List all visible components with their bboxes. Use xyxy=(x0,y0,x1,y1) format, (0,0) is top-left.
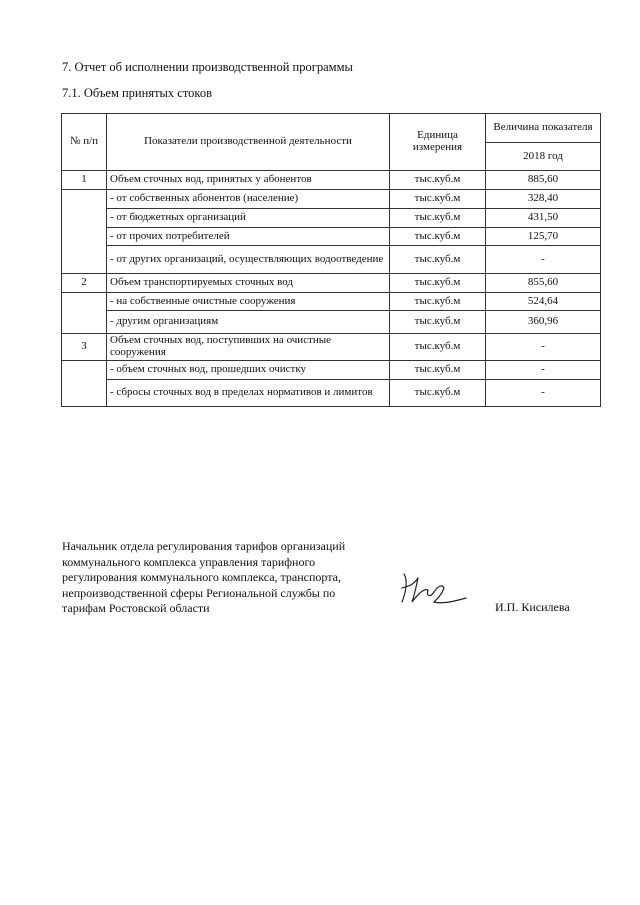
row-value: - xyxy=(486,380,601,407)
signatory-name: И.П. Кисилева xyxy=(495,600,570,614)
row-unit: тыс.куб.м xyxy=(390,311,486,334)
row-unit: тыс.куб.м xyxy=(390,209,486,228)
table-row xyxy=(62,380,601,407)
table-row xyxy=(62,209,601,228)
row-indicator: - на собственные очистные сооружения xyxy=(107,293,390,311)
table-row xyxy=(62,190,601,209)
row-value: 885,60 xyxy=(486,171,601,190)
handwritten-signature xyxy=(398,568,470,608)
row-value: 855,60 xyxy=(486,274,601,293)
row-indicator: - от собственных абонентов (население) xyxy=(107,190,390,209)
header-unit: Единица измерения xyxy=(390,114,486,171)
row-value: - xyxy=(486,334,601,361)
row-num: 3 xyxy=(62,334,107,361)
table-row xyxy=(62,293,601,311)
table-row xyxy=(62,334,601,361)
row-indicator: - от других организаций, осуществляющих водоотведение xyxy=(107,246,390,274)
row-num: 1 xyxy=(62,171,107,190)
row-unit: тыс.куб.м xyxy=(390,274,486,293)
report-heading: 7. Отчет об исполнении производственной программы xyxy=(62,60,353,74)
signatory-position: Начальник отдела регулирования тарифов организаций коммунального комплекса управления тарифного регулирования коммунального комплекса, транспорта, непроизводственной сферы Региональной службы по тарифам Ростовской области xyxy=(62,539,346,615)
row-num xyxy=(62,190,107,274)
row-indicator: Объем транспортируемых сточных вод xyxy=(107,274,390,293)
header-year: 2018 год xyxy=(486,143,601,171)
table-row xyxy=(62,311,601,334)
row-value: 431,50 xyxy=(486,209,601,228)
row-num xyxy=(62,361,107,407)
table-row xyxy=(62,274,601,293)
report-subheading: 7.1. Объем принятых стоков xyxy=(62,86,212,100)
row-unit: тыс.куб.м xyxy=(390,228,486,246)
row-indicator: - сбросы сточных вод в пределах нормативов и лимитов xyxy=(107,380,390,407)
row-indicator: - от бюджетных организаций xyxy=(107,209,390,228)
row-unit: тыс.куб.м xyxy=(390,171,486,190)
row-num: 2 xyxy=(62,274,107,293)
row-value: 360,96 xyxy=(486,311,601,334)
row-value: 328,40 xyxy=(486,190,601,209)
header-value: Величина показателя xyxy=(486,114,601,143)
table-row xyxy=(62,228,601,246)
table-header-row xyxy=(62,114,601,143)
row-value: 524,64 xyxy=(486,293,601,311)
row-value: 125,70 xyxy=(486,228,601,246)
table-row xyxy=(62,171,601,190)
row-num xyxy=(62,293,107,334)
row-unit: тыс.куб.м xyxy=(390,334,486,361)
row-unit: тыс.куб.м xyxy=(390,361,486,380)
header-num: № п/п xyxy=(62,114,107,171)
table-row xyxy=(62,361,601,380)
table-row xyxy=(62,246,601,274)
row-unit: тыс.куб.м xyxy=(390,293,486,311)
row-unit: тыс.куб.м xyxy=(390,190,486,209)
header-indicator: Показатели производственной деятельности xyxy=(107,114,390,171)
row-value: - xyxy=(486,361,601,380)
row-indicator: - объем сточных вод, прошедших очистку xyxy=(107,361,390,380)
row-unit: тыс.куб.м xyxy=(390,380,486,407)
row-unit: тыс.куб.м xyxy=(390,246,486,274)
row-indicator: Объем сточных вод, поступивших на очистные сооружения xyxy=(107,334,390,361)
stock-volume-table xyxy=(61,113,601,407)
row-indicator: - другим организациям xyxy=(107,311,390,334)
row-value: - xyxy=(486,246,601,274)
row-indicator: Объем сточных вод, принятых у абонентов xyxy=(107,171,390,190)
row-indicator: - от прочих потребителей xyxy=(107,228,390,246)
